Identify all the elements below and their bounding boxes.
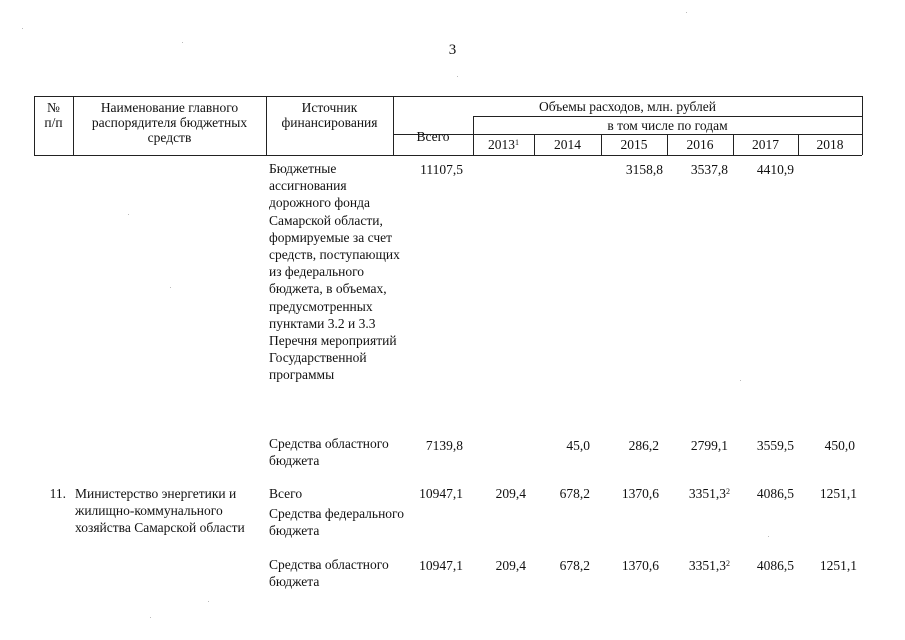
cell-2014: 678,2 <box>559 558 590 573</box>
cell-2017: 4086,5 <box>756 558 794 573</box>
header-name: Наименование главного распорядителя бюджетных средств <box>91 100 248 145</box>
header-num: № п/п <box>44 100 63 130</box>
header-volumes: Объемы расходов, млн. рублей <box>538 99 717 114</box>
row-source: Средства областного бюджета <box>269 436 389 469</box>
cell-2015: 286,2 <box>628 438 659 453</box>
cell-2017: 4086,5 <box>756 486 794 501</box>
row-source: Бюджетные ассигнования дорожного фонда Самарской области, формируемые за счет средств, поступающих из федерального бюджета, в объемах, предусмотренных пунктами 3.2 и 3.3 Перечня мероприятий Государственной программы <box>269 161 400 383</box>
header-year-2013: 2013$^1$ <box>488 137 519 152</box>
row-source: Средства областного бюджета <box>269 557 389 590</box>
header-total: Всего <box>416 129 450 144</box>
cell-2018: 1251,1 <box>819 558 857 573</box>
cell-2016: 3351,3$^2$ <box>688 486 730 501</box>
cell-2014: 45,0 <box>566 438 590 453</box>
cell-2016: 3537,8 <box>690 162 728 177</box>
row-number: 11. <box>49 486 66 501</box>
header-source: Источник финансирования <box>281 100 378 130</box>
cell-total: 10947,1 <box>419 486 463 501</box>
header-year-2015: 2015 <box>620 137 648 152</box>
row-source: Средства федерального бюджета <box>269 506 404 539</box>
cell-total: 10947,1 <box>419 558 463 573</box>
cell-2016: 3351,3$^2$ <box>688 558 730 573</box>
cell-2014: 678,2 <box>559 486 590 501</box>
page-number: 3 <box>448 42 457 58</box>
cell-total: 7139,8 <box>425 438 463 453</box>
row-name: Министерство энергетики и жилищно-коммунального хозяйства Самарской области <box>75 486 245 535</box>
cell-total: 11107,5 <box>420 162 463 177</box>
cell-2013: 209,4 <box>495 486 526 501</box>
header-year-2018: 2018 <box>816 137 844 152</box>
cell-2017: 3559,5 <box>756 438 794 453</box>
header-year-2016: 2016 <box>686 137 714 152</box>
header-year-2014: 2014 <box>554 137 581 152</box>
cell-2015: 1370,6 <box>621 486 659 501</box>
cell-2016: 2799,1 <box>690 438 728 453</box>
cell-2015: 1370,6 <box>621 558 659 573</box>
cell-2018: 450,0 <box>824 438 855 453</box>
row-source: Всего <box>269 486 303 501</box>
cell-2017: 4410,9 <box>756 162 794 177</box>
header-by-years: в том числе по годам <box>607 118 728 133</box>
cell-2013: 209,4 <box>495 558 526 573</box>
cell-2018: 1251,1 <box>819 486 857 501</box>
header-year-2017: 2017 <box>752 137 779 152</box>
cell-2015: 3158,8 <box>625 162 663 177</box>
